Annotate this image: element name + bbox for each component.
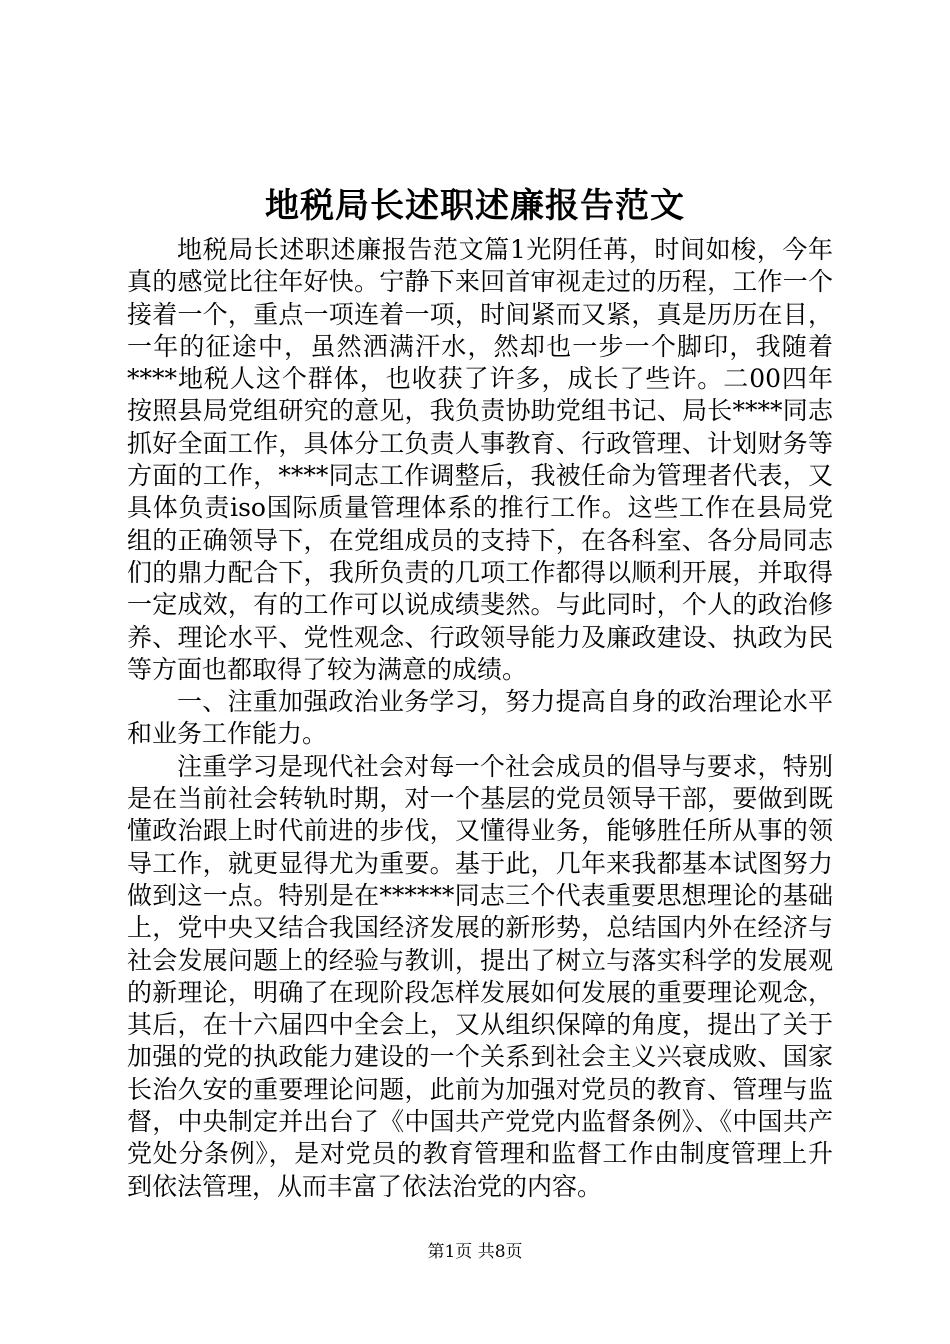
- paragraph-section-heading: 一、注重加强政治业务学习，努力提高自身的政治理论水平和业务工作能力。: [127, 687, 833, 749]
- page-footer: [0, 1240, 950, 1264]
- document-body: [127, 234, 833, 1203]
- paragraph-study: 注重学习是现代社会对每一个社会成员的倡导与要求，特别是在当前社会转轨时期，对一个基层的党员领导干部，要做到既懂政治跟上时代前进的步伐，又懂得业务，能够胜任所从事的领导工作，就更显得尤为重要。基于此，几年来我都基本试图努力做到这一点。特别是在******同志三个代表重要思想理论的基础上，党中央又结合我国经济发展的新形势，总结国内外在经济与社会发展问题上的经验与教训，提出了树立与落实科学的发展观的新理论，明确了在现阶段怎样发展如何发展的重要理论观念，其后，在十六届四中全会上，又从组织保障的角度，提出了关于加强的党的执政能力建设的一个关系到社会主义兴衰成败、国家长治久安的重要理论问题，此前为加强对党员的教育、管理与监督，中央制定并出台了《中国共产党党内监督条例》、《中国共产党处分条例》，是对党员的教育管理和监督工作由制度管理上升到依法管理，从而丰富了依法治党的内容。: [127, 751, 833, 1201]
- paragraph-intro: 地税局长述职述廉报告范文篇1光阴任苒，时间如梭，今年真的感觉比往年好快。宁静下来回首审视走过的历程，工作一个接着一个，重点一项连着一项，时间紧而又紧，真是历历在目，一年的征途中，虽然洒满汗水，然却也一步一个脚印，我随着****地税人这个群体，也收获了许多，成长了些许。二00四年按照县局党组研究的意见，我负责协助党组书记、局长****同志抓好全面工作，具体分工负责人事教育、行政管理、计划财务等方面的工作，****同志工作调整后，我被任命为管理者代表，又具体负责iso国际质量管理体系的推行工作。这些工作在县局党组的正确领导下，在党组成员的支持下，在各科室、各分局同志们的鼎力配合下，我所负责的几项工作都得以顺利开展，并取得一定成效，有的工作可以说成绩斐然。与此同时，个人的政治修养、理论水平、党性观念、行政领导能力及廉政建设、执政为民等方面也都取得了较为满意的成绩。: [127, 235, 833, 684]
- document-title: 地税局长述职述廉报告范文: [265, 186, 685, 226]
- page-number: 第1页 共8页: [427, 1242, 523, 1262]
